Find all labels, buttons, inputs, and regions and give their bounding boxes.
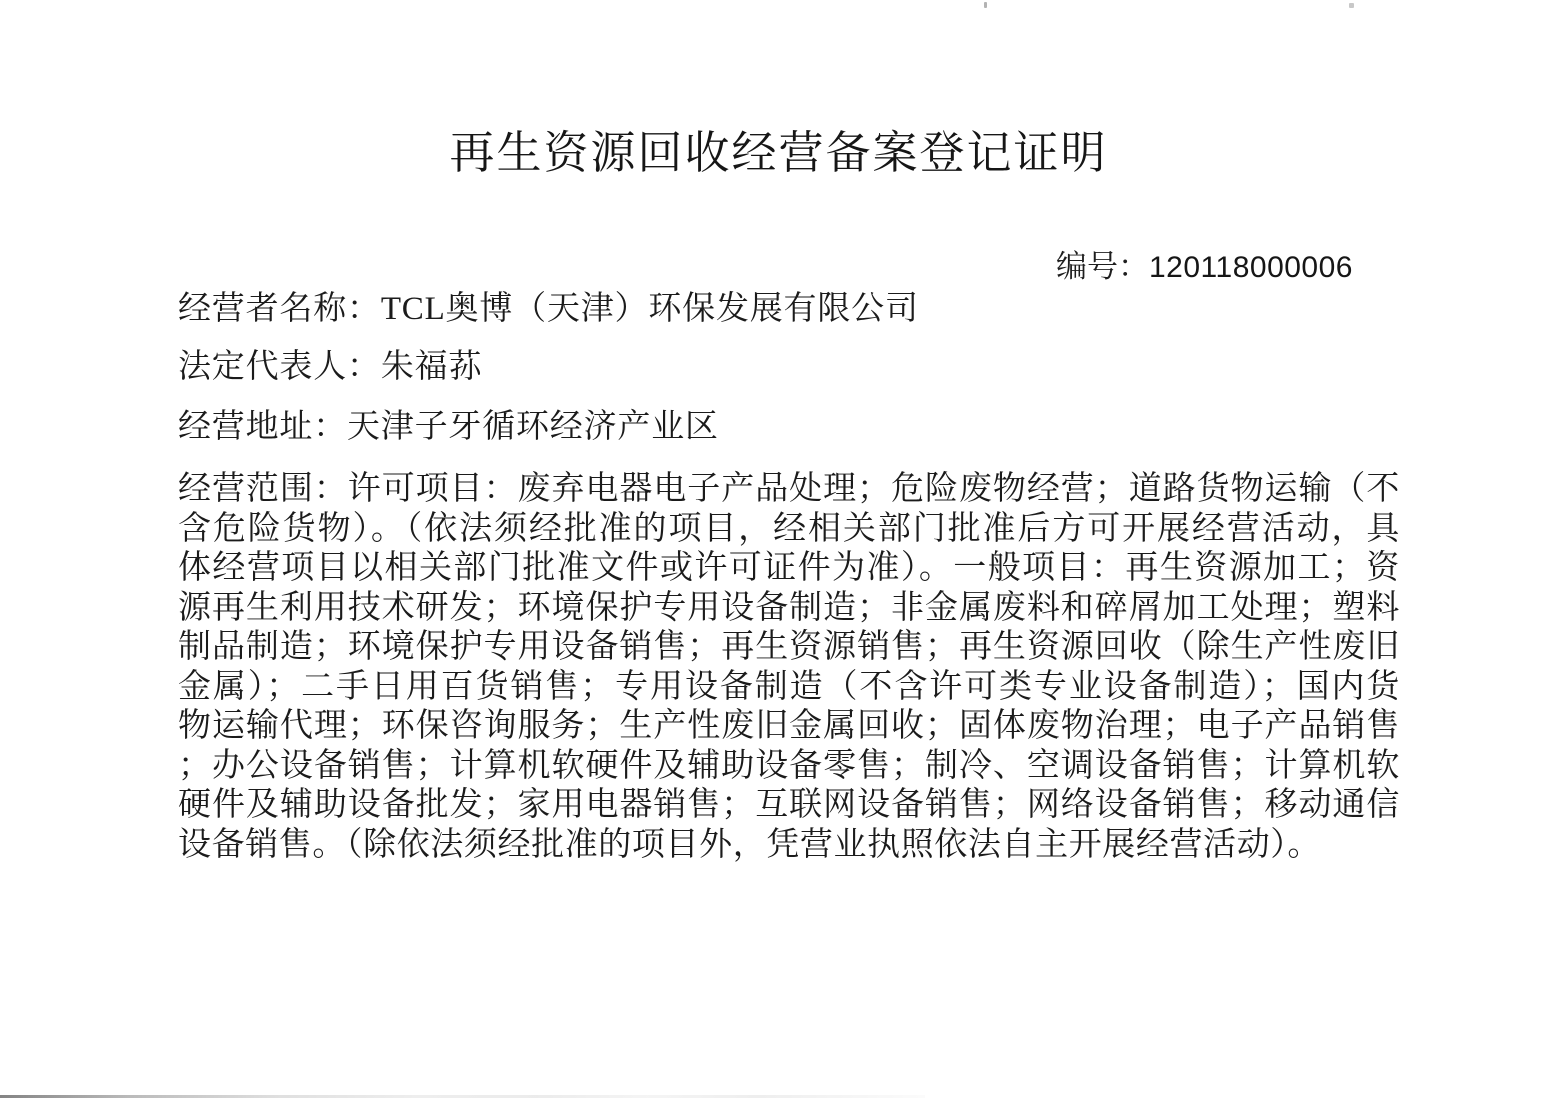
business-scope-line: 体经营项目以相关部门批准文件或许可证件为准）。一般项目：再生资源加工；资 xyxy=(178,550,1400,586)
field-business-address xyxy=(178,407,1400,447)
business-scope-line: 硬件及辅助设备批发；家用电器销售；互联网设备销售；网络设备销售；移动通信 xyxy=(178,787,1400,823)
business-scope-line: 金属）；二手日用百货销售；专用设备制造（不含许可类专业设备制造）；国内货 xyxy=(178,668,1400,705)
business-scope-paragraph xyxy=(178,470,1400,865)
business-scope-line: ；办公设备销售；计算机软硬件及辅助设备零售；制冷、空调设备销售；计算机软 xyxy=(178,747,1400,784)
field-business-address-label: 经营地址： xyxy=(178,409,347,445)
serial-number-line xyxy=(1056,241,1353,286)
field-operator-name xyxy=(178,289,1400,329)
serial-value: 120118000006 xyxy=(1149,251,1353,284)
serial-label: 编号： xyxy=(1056,249,1149,284)
field-operator-name-value: TCL奥博（天津）环保发展有限公司 xyxy=(380,291,919,327)
field-legal-representative xyxy=(178,347,1400,387)
field-business-address-value: 天津子牙循环经济产业区 xyxy=(347,409,719,445)
scan-artifact-bottom-line xyxy=(0,1095,925,1098)
scan-artifact-speck xyxy=(984,2,987,8)
business-scope-line: 设备销售。（除依法须经批准的项目外，凭营业执照依法自主开展经营活动）。 xyxy=(178,826,1321,863)
field-legal-representative-label: 法定代表人： xyxy=(178,349,381,385)
business-scope-line: 制品制造；环境保护专用设备销售；再生资源销售；再生资源回收（除生产性废旧 xyxy=(178,629,1400,665)
business-scope-line: 物运输代理；环保咨询服务；生产性废旧金属回收；固体废物治理；电子产品销售 xyxy=(178,708,1400,744)
field-legal-representative-value: 朱福荪 xyxy=(380,349,483,385)
business-scope-line: 经营范围：许可项目：废弃电器电子产品处理；危险废物经营；道路货物运输（不 xyxy=(178,471,1400,507)
business-scope-line: 含危险货物）。（依法须经批准的项目，经相关部门批准后方可开展经营活动，具 xyxy=(178,510,1400,547)
scan-artifact-speck xyxy=(1349,3,1354,8)
field-operator-name-label: 经营者名称： xyxy=(178,291,381,327)
business-scope-line: 源再生利用技术研发；环境保护专用设备制造；非金属废料和碎屑加工处理；塑料 xyxy=(178,589,1400,626)
fields-block xyxy=(178,289,1400,447)
document-title: 再生资源回收经营备案登记证明 xyxy=(449,128,1108,178)
